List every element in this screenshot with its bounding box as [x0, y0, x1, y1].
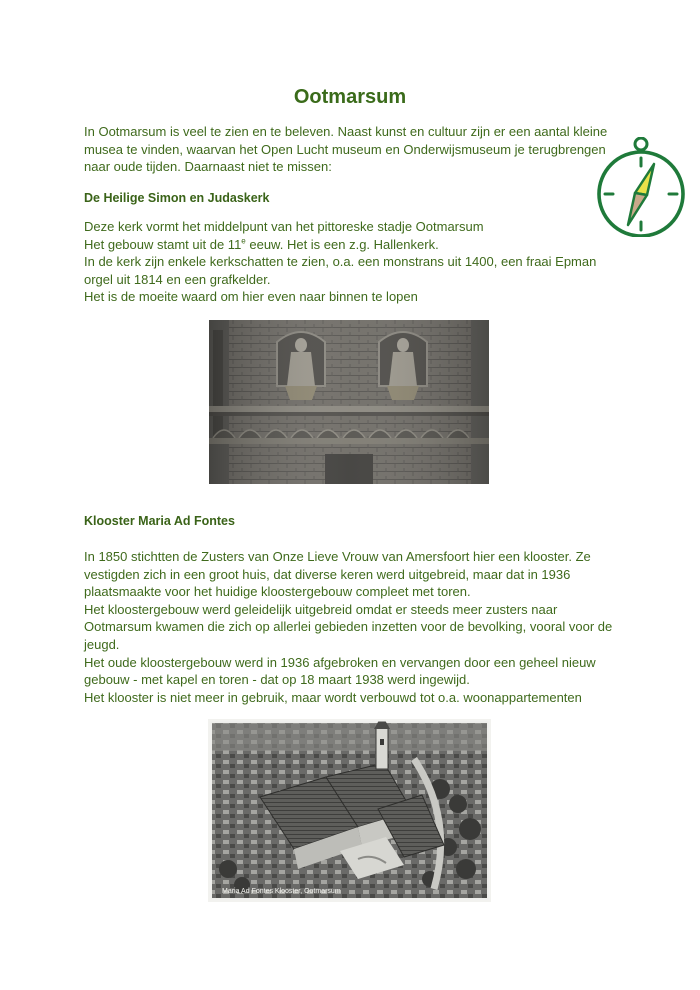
intro-line: musea te vinden, waarvan het Open Lucht museum en Onderwijsmuseum je terugbrengen: [84, 141, 606, 157]
intro-line: In Ootmarsum is veel te zien en te beleven. Naast kunst en cultuur zijn er een aantal kleine: [84, 124, 608, 139]
klooster-line: vestigden zich in een groot huis, dat diverse keren werd uitgebreid, maar dat in 1936: [84, 566, 571, 582]
intro-line: naar oude tijden. Daarnaast niet te missen:: [84, 159, 332, 175]
church-line: orgel uit 1814 en een grafkelder.: [84, 271, 271, 287]
church-line: Het is de moeite waard om hier even naar binnen te lopen: [84, 289, 418, 305]
klooster-line: jeugd.: [84, 636, 120, 652]
page-title: Ootmarsum: [293, 86, 407, 108]
klooster-line: Het oude kloostergebouw werd in 1936 afgebroken en vervangen door een geheel nieuw: [84, 654, 596, 670]
intro-paragraph: [84, 123, 614, 176]
klooster-line: Ootmarsum kwamen die zich op allerlei gebieden inzetten voor de bevolking, vooral voor de: [84, 619, 613, 635]
klooster-line: gebouw - met kapel en toren - dat op 18 maart 1938 werd ingewijd.: [84, 672, 470, 688]
church-line: Deze kerk vormt het middelpunt van het pittoreske stadje Ootmarsum: [84, 219, 484, 234]
church-line: [84, 236, 614, 254]
klooster-line: plaatsmaakte voor het huidige kloostergebouw compleet met toren.: [84, 584, 471, 600]
church-line: In de kerk zijn enkele kerkschatten te zien, o.a. een monstrans uit 1400, een fraai Epman: [84, 254, 597, 270]
church-paragraph: [84, 218, 614, 306]
klooster-paragraph: [84, 548, 614, 706]
church-heading: De Heilige Simon en Judaskerk: [84, 191, 270, 205]
klooster-line: In 1850 stichtten de Zusters van Onze Lieve Vrouw van Amersfoort hier een klooster. Ze: [84, 549, 591, 564]
klooster-aerial-photo: [208, 719, 491, 902]
klooster-line: Het kloostergebouw werd geleidelijk uitgebreid omdat er steeds meer zusters naar: [84, 601, 558, 617]
photo-caption: Maria Ad Fontes Klooster, Ootmarsum: [222, 888, 341, 895]
klooster-line: Het klooster is niet meer in gebruik, maar wordt verbouwd tot o.a. woonappartementen: [84, 689, 582, 705]
klooster-heading: Klooster Maria Ad Fontes: [84, 514, 235, 528]
church-photo: [209, 320, 489, 484]
superscript: e: [241, 236, 246, 246]
church-line-part: eeuw. Het is een z.g. Hallenkerk.: [245, 236, 439, 252]
church-line-part: Het gebouw stamt uit de 11: [84, 236, 242, 252]
